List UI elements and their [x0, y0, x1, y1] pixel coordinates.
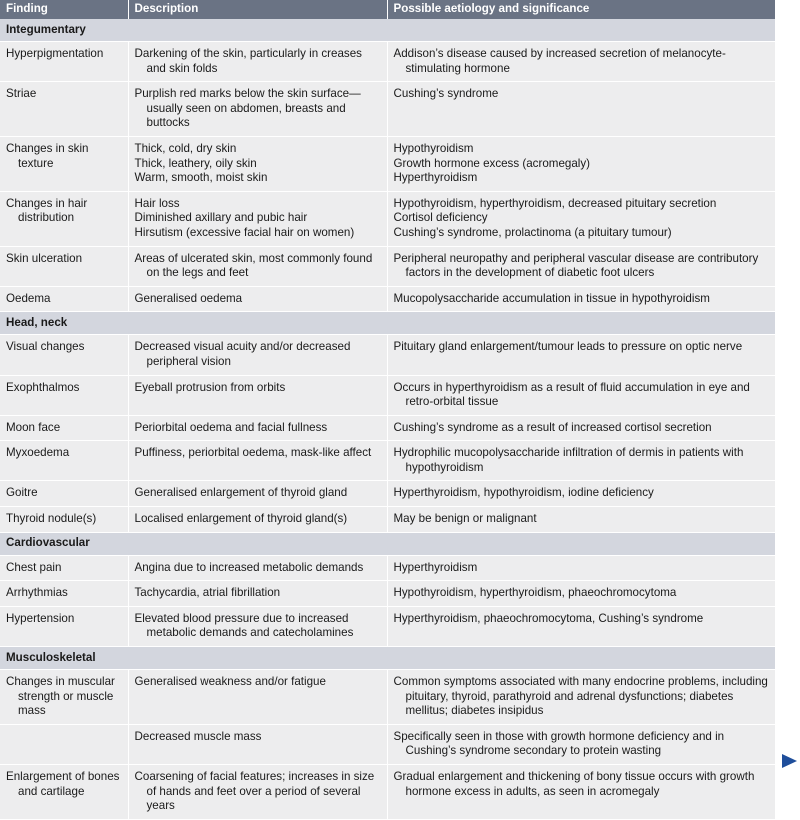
table-row: [0, 555, 775, 581]
aetiology-cell-line: Growth hormone excess (acromegaly): [393, 156, 591, 170]
table-row: [0, 335, 775, 375]
finding-cell-line: Oedema: [6, 291, 51, 305]
aetiology-cell: [387, 191, 775, 246]
aetiology-cell-line: Hyperthyroidism: [393, 560, 478, 574]
aetiology-cell: [387, 606, 775, 646]
aetiology-cell-line: Hypothyroidism, hyperthyroidism, phaeochromocytoma: [393, 586, 677, 600]
aetiology-cell: [387, 136, 775, 191]
aetiology-cell-line: Hydrophilic mucopolysaccharide infiltration of dermis in patients with hypothyroidism: [393, 446, 744, 474]
description-cell-line: Generalised oedema: [134, 291, 243, 305]
finding-cell-line: Arrhythmias: [6, 586, 68, 600]
description-cell-line: Decreased visual acuity and/or decreased peripheral vision: [134, 340, 351, 368]
description-cell: [128, 481, 387, 507]
table-row: [0, 82, 775, 137]
finding-cell-line: Striae: [6, 87, 37, 101]
description-cell: [128, 375, 387, 415]
description-cell: [128, 82, 387, 137]
description-cell: [128, 136, 387, 191]
finding-cell: [0, 581, 128, 607]
finding-cell: [0, 415, 128, 441]
description-cell-line: Puffiness, periorbital oedema, mask-like affect: [134, 446, 372, 460]
aetiology-cell-line: Gradual enlargement and thickening of bony tissue occurs with growth hormone excess in adults, as seen in acromegaly: [393, 770, 755, 798]
finding-cell: [0, 724, 128, 764]
aetiology-cell-line: Common symptoms associated with many endocrine problems, including pituitary, thyroid, parathyroid and adrenal dysfunctions; diabetes mellitus; diabetes insipidus: [393, 675, 768, 718]
aetiology-cell-line: Pituitary gland enlargement/tumour leads to pressure on optic nerve: [393, 340, 743, 354]
table-row: [0, 136, 775, 191]
description-cell: [128, 507, 387, 533]
description-cell: [128, 670, 387, 725]
finding-cell: [0, 765, 128, 820]
aetiology-cell-line: Mucopolysaccharide accumulation in tissue in hypothyroidism: [393, 291, 710, 305]
section-title: Head, neck: [0, 312, 775, 335]
aetiology-cell: [387, 335, 775, 375]
description-cell-line: Diminished axillary and pubic hair: [134, 211, 308, 225]
aetiology-cell: [387, 42, 775, 82]
aetiology-cell: [387, 415, 775, 441]
table-row: [0, 286, 775, 312]
description-cell-line: Tachycardia, atrial fibrillation: [134, 586, 281, 600]
table-header: [0, 0, 775, 19]
aetiology-cell: [387, 82, 775, 137]
aetiology-cell-line: Cushing’s syndrome: [393, 87, 499, 101]
description-cell-line: Generalised enlargement of thyroid gland: [134, 486, 348, 500]
section-title: Integumentary: [0, 19, 775, 42]
finding-cell-line: Enlargement of bones and cartilage: [6, 770, 120, 798]
aetiology-cell-line: Specifically seen in those with growth hormone deficiency and in Cushing’s syndrome secondary to protein wasting: [393, 729, 725, 758]
aetiology-cell-line: Cortisol deficiency: [393, 211, 488, 225]
finding-cell: [0, 481, 128, 507]
aetiology-cell: [387, 581, 775, 607]
aetiology-cell: [387, 246, 775, 286]
description-cell: [128, 724, 387, 764]
aetiology-cell: [387, 765, 775, 820]
description-cell-line: Decreased muscle mass: [134, 729, 262, 743]
description-cell-line: Thick, cold, dry skin: [134, 141, 237, 155]
aetiology-cell-line: Peripheral neuropathy and peripheral vascular disease are contributory factors in the development of diabetic foot ulcers: [393, 251, 759, 280]
header-finding: Finding: [0, 0, 128, 19]
finding-cell-line: Visual changes: [6, 340, 85, 354]
table-row: [0, 191, 775, 246]
aetiology-cell: [387, 286, 775, 312]
finding-cell-line: Exophthalmos: [6, 380, 80, 394]
description-cell: [128, 765, 387, 820]
description-cell: [128, 581, 387, 607]
description-cell-line: Hair loss: [134, 196, 180, 210]
description-cell: [128, 606, 387, 646]
aetiology-cell-line: Hyperthyroidism, hypothyroidism, iodine deficiency: [393, 486, 654, 500]
finding-cell: [0, 441, 128, 481]
finding-cell: [0, 191, 128, 246]
finding-cell: [0, 507, 128, 533]
table-row: [0, 481, 775, 507]
table-row: [0, 415, 775, 441]
finding-cell: [0, 606, 128, 646]
description-cell: [128, 415, 387, 441]
description-cell: [128, 555, 387, 581]
description-cell: [128, 441, 387, 481]
aetiology-cell: [387, 481, 775, 507]
aetiology-cell: [387, 724, 775, 764]
description-cell-line: Angina due to increased metabolic demands: [134, 560, 364, 574]
finding-cell-line: Thyroid nodule(s): [6, 512, 97, 526]
finding-cell: [0, 82, 128, 137]
finding-cell-line: Chest pain: [6, 560, 62, 574]
description-cell-line: Areas of ulcerated skin, most commonly found on the legs and feet: [134, 251, 373, 280]
description-cell-line: Elevated blood pressure due to increased metabolic demands and catecholamines: [134, 611, 354, 640]
finding-cell: [0, 42, 128, 82]
finding-cell-line: Goitre: [6, 486, 38, 500]
description-cell: [128, 246, 387, 286]
description-cell-line: Darkening of the skin, particularly in creases and skin folds: [134, 47, 362, 75]
aetiology-cell-line: Addison’s disease caused by increased secretion of melanocyte-stimulating hormone: [393, 47, 726, 75]
finding-cell: [0, 246, 128, 286]
section-row: [0, 312, 775, 335]
description-cell: [128, 286, 387, 312]
aetiology-cell-line: Occurs in hyperthyroidism as a result of fluid accumulation in eye and retro-orbital tissue: [393, 380, 750, 409]
header-aetiology: Possible aetiology and significance: [387, 0, 775, 19]
table-row: [0, 606, 775, 646]
aetiology-cell-line: Cushing’s syndrome as a result of increased cortisol secretion: [393, 420, 712, 434]
finding-cell-line: Changes in skin texture: [6, 141, 89, 170]
description-cell: [128, 191, 387, 246]
aetiology-cell-line: Hypothyroidism: [393, 141, 474, 155]
table-row: [0, 246, 775, 286]
finding-cell: [0, 286, 128, 312]
aetiology-cell-line: Hypothyroidism, hyperthyroidism, decreased pituitary secretion: [393, 196, 717, 210]
finding-cell-line: Skin ulceration: [6, 251, 83, 265]
description-cell-line: Localised enlargement of thyroid gland(s): [134, 512, 348, 526]
finding-cell: [0, 670, 128, 725]
finding-cell-line: Moon face: [6, 420, 61, 434]
table-row: [0, 441, 775, 481]
description-cell-line: Eyeball protrusion from orbits: [134, 380, 286, 394]
table-row: [0, 581, 775, 607]
finding-cell: [0, 555, 128, 581]
finding-cell-line: Hyperpigmentation: [6, 47, 104, 60]
description-cell-line: Coarsening of facial features; increases in size of hands and feet over a period of several years: [134, 770, 375, 813]
table-row: [0, 375, 775, 415]
description-cell-line: Periorbital oedema and facial fullness: [134, 420, 328, 434]
section-title: Cardiovascular: [0, 532, 775, 555]
finding-cell: [0, 375, 128, 415]
aetiology-cell: [387, 441, 775, 481]
finding-cell: [0, 335, 128, 375]
next-page-arrow-icon[interactable]: [782, 754, 797, 768]
description-cell: [128, 42, 387, 82]
aetiology-cell-line: Hyperthyroidism, phaeochromocytoma, Cushing’s syndrome: [393, 611, 704, 625]
aetiology-cell: [387, 670, 775, 725]
table-row: [0, 670, 775, 725]
section-title: Musculoskeletal: [0, 647, 775, 670]
header-description: Description: [128, 0, 387, 19]
table-row: [0, 42, 775, 82]
finding-cell: [0, 136, 128, 191]
finding-cell-line: Hypertension: [6, 611, 75, 625]
section-row: [0, 532, 775, 555]
finding-cell-line: Changes in hair distribution: [6, 196, 88, 225]
description-cell-line: Hirsutism (excessive facial hair on women): [134, 225, 355, 239]
aetiology-cell: [387, 507, 775, 533]
table-row: [0, 765, 775, 820]
aetiology-cell-line: Hyperthyroidism: [393, 171, 478, 185]
description-cell-line: Generalised weakness and/or fatigue: [134, 675, 326, 689]
description-cell: [128, 335, 387, 375]
description-cell-line: Warm, smooth, moist skin: [134, 171, 268, 185]
aetiology-cell: [387, 375, 775, 415]
table-body: [0, 19, 775, 819]
aetiology-cell-line: May be benign or malignant: [393, 512, 537, 526]
aetiology-cell-line: Cushing’s syndrome, prolactinoma (a pituitary tumour): [393, 225, 672, 239]
table-row: [0, 507, 775, 533]
section-row: [0, 19, 775, 42]
table-row: [0, 724, 775, 764]
description-cell-line: Thick, leathery, oily skin: [134, 156, 257, 170]
finding-cell-line: Myxoedema: [6, 446, 70, 460]
finding-cell-line: Changes in muscular strength or muscle mass: [6, 675, 115, 718]
aetiology-cell: [387, 555, 775, 581]
description-cell-line: Purplish red marks below the skin surface—usually seen on abdomen, breasts and buttocks: [134, 87, 361, 130]
section-row: [0, 647, 775, 670]
